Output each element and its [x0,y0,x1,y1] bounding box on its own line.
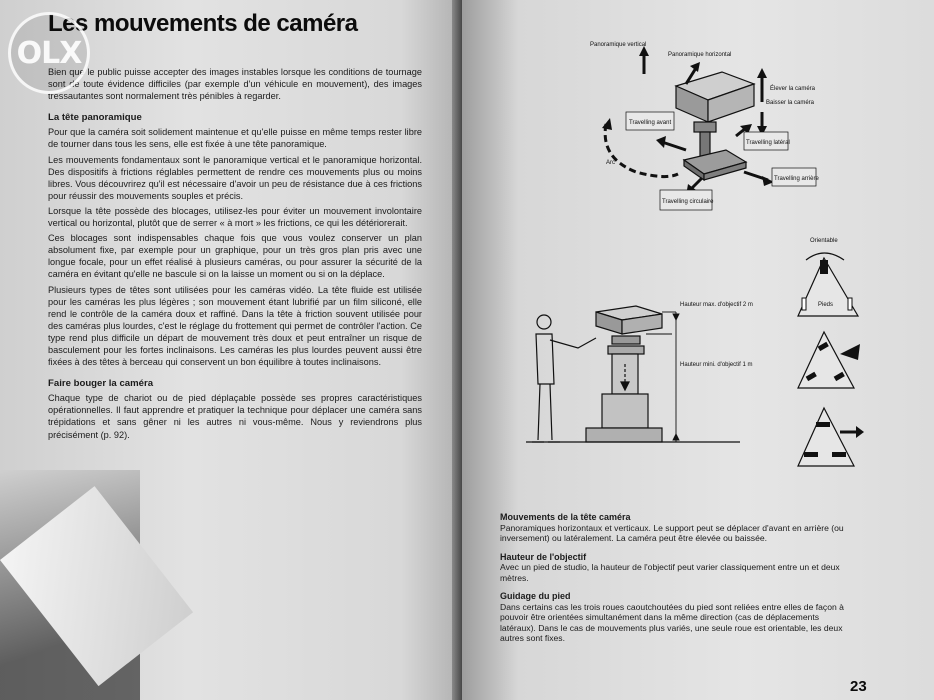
lens-height-diagram [526,292,753,454]
watermark-logo [8,12,90,94]
label-track-forward: Travelling avant [629,120,672,126]
figure-caption [500,512,852,644]
label-height-max: Hauteur max. d'objectif 2 m [680,302,753,308]
steering-orientable [798,238,858,316]
caption-heading: Mouvements de la tête caméra [500,512,631,522]
label-pan-vertical: Panoramique vertical [590,42,647,48]
steering-single [798,408,864,466]
body-paragraph: Lorsque la tête possède des blocages, utilisez-les pour éviter un mouvement involontaire vertical ou horizontal, plutôt que de serrer « à mort » les frictions, ce qui les détériorerait. [48,205,422,229]
height-markers [646,312,679,442]
steering-lateral [798,332,860,388]
caption-heading: Guidage du pied [500,591,571,601]
left-page-body [48,66,422,444]
label-orientable: Orientable [810,238,838,244]
caption-text: Dans certains cas les trois roues caoutchoutées du pied sont reliées entre elles de façon à pouvoir être orientées simultanément dans la même direction (cas de déplacements latéraux). Dans le cas de mouvements plus variés, une seule roue est orientable, les deux autres sont fixes. [500,601,844,643]
section-heading-pan-head: La tête panoramique [48,112,142,124]
label-lower-camera: Baisser la caméra [766,100,815,106]
page-title: Les mouvements de caméra [48,10,358,37]
label-feet: Pieds [818,302,834,308]
label-height-min: Hauteur mini. d'objectif 1 m [680,362,753,368]
page-number: 23 [850,678,867,695]
pedestal-illustration [526,306,740,442]
section-heading-moving-camera: Faire bouger la caméra [48,378,154,390]
label-track-circular: Travelling circulaire [662,199,714,205]
body-paragraph: Ces blocages sont indispensables chaque fois que vous voulez conserver un plan absolument fixe, par exemple pour un graphique, pour un très gros plan pris avec une longue focale, pour un effet réalisé à plusieurs caméras, ou pour assurer la sécurité de la caméra en évitant qu'elle ne bascule si on la laisse un moment ou si on la déplace. [48,233,422,280]
label-pan-horizontal: Panoramique horizontal [668,52,732,58]
operator-figure [532,315,596,442]
body-paragraph: Pour que la caméra soit solidement maintenue et qu'elle puisse en même temps rester libre de tourner dans tous les sens, elle est fixée à une tête panoramique. [48,127,422,150]
label-raise-camera: Élever la caméra [770,86,816,92]
intro-paragraph: Bien que le public puisse accepter des images instables lorsque les conditions de tournage sont de toute évidence difficiles (par exemple d'un véhicule en mouvement), des images tressautantes sont normalement très pénibles à regarder. [48,67,422,102]
caption-text: Panoramiques horizontaux et verticaux. Le support peut se déplacer d'avant en arrière (ou inversement) ou latéralement. La caméra peut être élevée ou baissée. [500,522,844,543]
body-paragraph: Les mouvements fondamentaux sont le panoramique vertical et le panoramique horizontal. Des dispositifs à frictions réglables permettent de rendre ces mouvements plus ou moins libres. Vous découvrirez qu'il est nécessaire d'avoir un peu de résistance due à ces frictions pour réussir des mouvements souples et précis. [48,154,422,201]
watermark-text: OLX [16,35,82,71]
caption-heading: Hauteur de l'objectif [500,551,587,562]
label-arc: Arc [606,160,615,166]
label-track-back: Travelling arrière [774,176,819,182]
label-track-lateral: Travelling latéral [746,140,790,146]
camera-movements-diagram [576,38,838,218]
caption-text: Avec un pied de studio, la hauteur de l'objectif peut varier classiquement entre un et deux mètres. [500,562,840,583]
pedestal-steering-diagram [792,236,872,472]
body-paragraph: Chaque type de chariot ou de pied déplaçable possède ses propres caractéristiques opérationnelles. Il faut apprendre et pratiquer la technique pour déplacer une caméra sans trépidations et sans gêner ni les autres ni vous-même. Nous y reviendrons plus précisément (p. 92). [48,393,422,440]
body-paragraph: Plusieurs types de têtes sont utilisées pour les caméras vidéo. La tête fluide est utilisée pour les caméras les plus légères ; son mouvement étant lubrifié par un film siliconé, elle rend le contrôle de la caméra doux et raffiné. Dans la tête à friction souvent utilisée pour des caméras plus lourdes, c'est le réglage du frottement qui permet de contrôler l'action. Ce type rend plus difficile un départ de mouvement très doux et peut entraîner un risque de basculement pour les fortes inclinaisons. Les caméras les plus lourdes peuvent aussi être fixées à des têtes à berceau qui conservent un bon équilibre à toutes inclinaisons. [48,284,422,368]
